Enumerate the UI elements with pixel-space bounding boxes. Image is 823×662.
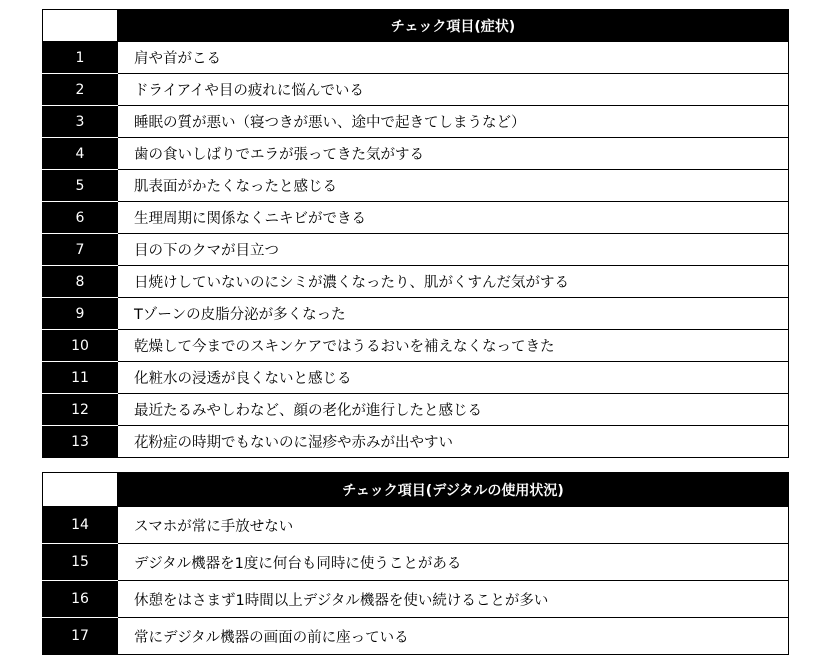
row-text: Tゾーンの皮脂分泌が多くなった xyxy=(118,298,789,330)
table-row xyxy=(43,362,789,394)
symptoms-header-row xyxy=(43,10,789,42)
digital-usage-checklist-table xyxy=(42,472,789,655)
row-text: デジタル機器を1度に何台も同時に使うことがある xyxy=(118,544,789,581)
row-number: 6 xyxy=(43,202,118,234)
table-row xyxy=(43,74,789,106)
table-row xyxy=(43,330,789,362)
row-text: 最近たるみやしわなど、顔の老化が進行したと感じる xyxy=(118,394,789,426)
table-row xyxy=(43,266,789,298)
row-number: 9 xyxy=(43,298,118,330)
table-row xyxy=(43,618,789,655)
table-row xyxy=(43,42,789,74)
row-number: 5 xyxy=(43,170,118,202)
table-row xyxy=(43,234,789,266)
table-row xyxy=(43,202,789,234)
row-text: 休憩をはさまず1時間以上デジタル機器を使い続けることが多い xyxy=(118,581,789,618)
row-text: 常にデジタル機器の画面の前に座っている xyxy=(118,618,789,655)
row-text: 肩や首がこる xyxy=(118,42,789,74)
table-row xyxy=(43,507,789,544)
row-number: 2 xyxy=(43,74,118,106)
row-number: 7 xyxy=(43,234,118,266)
row-number: 10 xyxy=(43,330,118,362)
header-corner-cell xyxy=(43,473,118,507)
table-row xyxy=(43,581,789,618)
row-text: 日焼けしていないのにシミが濃くなったり、肌がくすんだ気がする xyxy=(118,266,789,298)
symptoms-header: チェック項目(症状) xyxy=(118,10,789,42)
table-row xyxy=(43,106,789,138)
row-text: 花粉症の時期でもないのに湿疹や赤みが出やすい xyxy=(118,426,789,458)
digital-header-row xyxy=(43,473,789,507)
table-row xyxy=(43,426,789,458)
row-text: 乾燥して今までのスキンケアではうるおいを補えなくなってきた xyxy=(118,330,789,362)
table-row xyxy=(43,544,789,581)
row-number: 16 xyxy=(43,581,118,618)
row-number: 17 xyxy=(43,618,118,655)
row-number: 8 xyxy=(43,266,118,298)
table-row xyxy=(43,170,789,202)
row-text: ドライアイや目の疲れに悩んでいる xyxy=(118,74,789,106)
row-text: 化粧水の浸透が良くないと感じる xyxy=(118,362,789,394)
row-text: 睡眠の質が悪い（寝つきが悪い、途中で起きてしまうなど） xyxy=(118,106,789,138)
row-text: 目の下のクマが目立つ xyxy=(118,234,789,266)
row-number: 3 xyxy=(43,106,118,138)
row-number: 4 xyxy=(43,138,118,170)
row-text: 生理周期に関係なくニキビができる xyxy=(118,202,789,234)
digital-header: チェック項目(デジタルの使用状況) xyxy=(118,473,789,507)
row-number: 1 xyxy=(43,42,118,74)
table-row xyxy=(43,394,789,426)
header-corner-cell xyxy=(43,10,118,42)
symptoms-checklist-table xyxy=(42,9,789,458)
row-number: 15 xyxy=(43,544,118,581)
row-number: 14 xyxy=(43,507,118,544)
row-text: スマホが常に手放せない xyxy=(118,507,789,544)
row-text: 歯の食いしばりでエラが張ってきた気がする xyxy=(118,138,789,170)
row-text: 肌表面がかたくなったと感じる xyxy=(118,170,789,202)
table-row xyxy=(43,138,789,170)
row-number: 11 xyxy=(43,362,118,394)
table-row xyxy=(43,298,789,330)
row-number: 13 xyxy=(43,426,118,458)
row-number: 12 xyxy=(43,394,118,426)
